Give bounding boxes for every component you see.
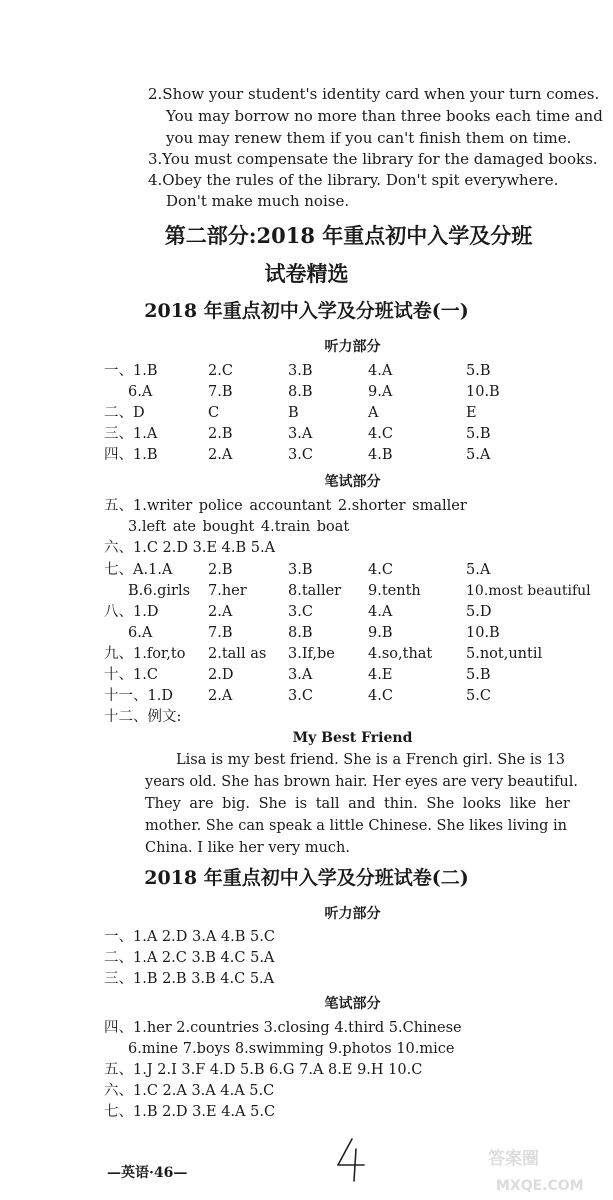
answer-cell: 四、1.B [104,447,158,463]
answer-cell: 3.If,be [288,646,335,662]
rule-2-line-3: you may renew them if you can't finish them on time. [166,129,572,147]
answer-cell: 10.most beautiful [466,583,591,599]
answer-line: 3.left ate bought 4.train boat [128,519,350,535]
answer-cell: 9.tenth [368,583,421,599]
answer-row [0,403,613,424]
answer-cell: 5.A [466,562,491,578]
essay-line: They are big. She is tall and thin. She looks like her [145,796,570,812]
answer-cell: 2.A [208,604,233,620]
answer-cell: 4.C [368,562,393,578]
answer-cell: 3.B [288,363,313,379]
part-title-line-1: 第二部分:2018 年重点初中入学及分班 [164,223,533,248]
answer-cell: 3.A [288,426,313,442]
answer-row [0,602,613,623]
answer-line: 二、1.A 2.C 3.B 4.C 5.A [104,950,275,966]
exam-2-title: 2018 年重点初中入学及分班试卷(二) [144,867,469,889]
answer-cell: 八、1.D [104,604,159,620]
answer-row [0,623,613,644]
answer-line: 五、1.J 2.I 3.F 4.D 5.B 6.G 7.A 8.E 9.H 10.C [104,1062,423,1078]
answer-line: 六、1.C 2.A 3.A 4.A 5.C [104,1083,275,1099]
answer-row [0,665,613,686]
answer-cell: 4.B [368,447,393,463]
answer-cell: 5.B [466,426,491,442]
answer-cell: 2.tall as [208,646,267,662]
answer-line: 七、1.B 2.D 3.E 4.A 5.C [104,1104,276,1120]
answer-cell: 6.A [128,625,153,641]
handwritten-mark [330,1135,370,1185]
answer-cell: 3.C [288,688,313,704]
answer-cell: B.6.girls [128,583,191,599]
rule-4-line-2: Don't make much noise. [166,192,350,210]
watermark-text-2: MXQE.COM [496,1178,584,1194]
answer-cell: 5.C [466,688,491,704]
answer-cell: 6.A [128,384,153,400]
answer-cell: 7.B [208,625,233,641]
answer-cell: 3.B [288,562,313,578]
answer-line: 六、1.C 2.D 3.E 4.B 5.A [104,540,276,556]
answer-cell: 三、1.A [104,426,158,442]
answer-row [0,445,613,466]
part-title-line-2: 试卷精选 [264,261,349,286]
exam-1-writing-heading: 笔试部分 [324,474,381,490]
answer-cell: 4.C [368,688,393,704]
exam-2-listening-heading: 听力部分 [324,906,381,922]
answer-cell: 2.D [208,667,234,683]
answer-cell: 七、A.1.A [104,562,173,578]
answer-cell: 十、1.C [104,667,158,683]
essay-line: years old. She has brown hair. Her eyes are very beautiful. [145,774,578,790]
answer-cell: 2.C [208,363,233,379]
exam-1-listening-heading: 听力部分 [324,339,381,355]
answer-cell: 3.A [288,667,313,683]
exam-1-title: 2018 年重点初中入学及分班试卷(一) [144,300,469,322]
answer-cell: 5.B [466,667,491,683]
answer-line: 五、1.writer police accountant 2.shorter smaller [104,498,467,514]
answer-cell: 2.B [208,562,233,578]
answer-line: 四、1.her 2.countries 3.closing 4.third 5.Chinese [104,1020,462,1036]
answer-cell: 5.not,until [466,646,543,662]
answer-cell: A [368,405,379,421]
answer-cell: C [208,405,220,421]
rule-3-line: 3.You must compensate the library for the damaged books. [148,150,598,168]
answer-cell: 3.C [288,447,313,463]
answer-row [0,581,613,602]
answer-cell: 4.C [368,426,393,442]
answer-cell: 10.B [466,384,500,400]
rule-2-line-2: You may borrow no more than three books each time and [166,107,603,125]
essay-line: mother. She can speak a little Chinese. She likes living in [145,818,568,834]
answer-cell: E [466,405,477,421]
answer-cell: 9.A [368,384,393,400]
answer-cell: 4.E [368,667,393,683]
answer-row [0,382,613,403]
answer-cell: 5.D [466,604,492,620]
answer-row [0,686,613,707]
answer-row [0,560,613,581]
answer-row [0,361,613,382]
watermark-text-1: 答案圈 [488,1149,539,1169]
answer-cell: 2.A [208,688,233,704]
answer-cell: 4.A [368,363,393,379]
essay-line: Lisa is my best friend. She is a French girl. She is 13 [176,752,565,768]
answer-cell: 8.B [288,625,313,641]
essay-line: China. I like her very much. [145,840,350,856]
answer-cell: 2.B [208,426,233,442]
answer-cell: 8.taller [288,583,342,599]
answer-cell: 4.A [368,604,393,620]
answer-line: 6.mine 7.boys 8.swimming 9.photos 10.mice [128,1041,455,1057]
answer-cell: 一、1.B [104,363,158,379]
watermark-logo [478,1140,610,1198]
answer-cell: 5.A [466,447,491,463]
exam-2-writing-heading: 笔试部分 [324,996,381,1012]
answer-cell: 10.B [466,625,500,641]
essay-title: My Best Friend [292,730,413,746]
rule-4-line-1: 4.Obey the rules of the library. Don't spit everywhere. [148,171,559,189]
answer-cell: B [288,405,299,421]
answer-cell: 4.so,that [368,646,433,662]
answer-cell: 5.B [466,363,491,379]
answer-cell: 7.her [208,583,247,599]
essay-label: 十二、例文: [104,709,182,725]
page-footer: —英语·46— [107,1165,188,1181]
answer-row [0,644,613,665]
answer-line: 三、1.B 2.B 3.B 4.C 5.A [104,971,275,987]
answer-line: 一、1.A 2.D 3.A 4.B 5.C [104,929,275,945]
answer-cell: 7.B [208,384,233,400]
answer-cell: 8.B [288,384,313,400]
answer-cell: 3.C [288,604,313,620]
answer-cell: 十一、1.D [104,688,173,704]
answer-cell: 2.A [208,447,233,463]
rule-2-line-1: 2.Show your student's identity card when your turn comes. [148,85,600,103]
answer-cell: 二、D [104,405,145,421]
answer-cell: 九、1.for,to [104,646,186,662]
answer-row [0,424,613,445]
answer-cell: 9.B [368,625,393,641]
